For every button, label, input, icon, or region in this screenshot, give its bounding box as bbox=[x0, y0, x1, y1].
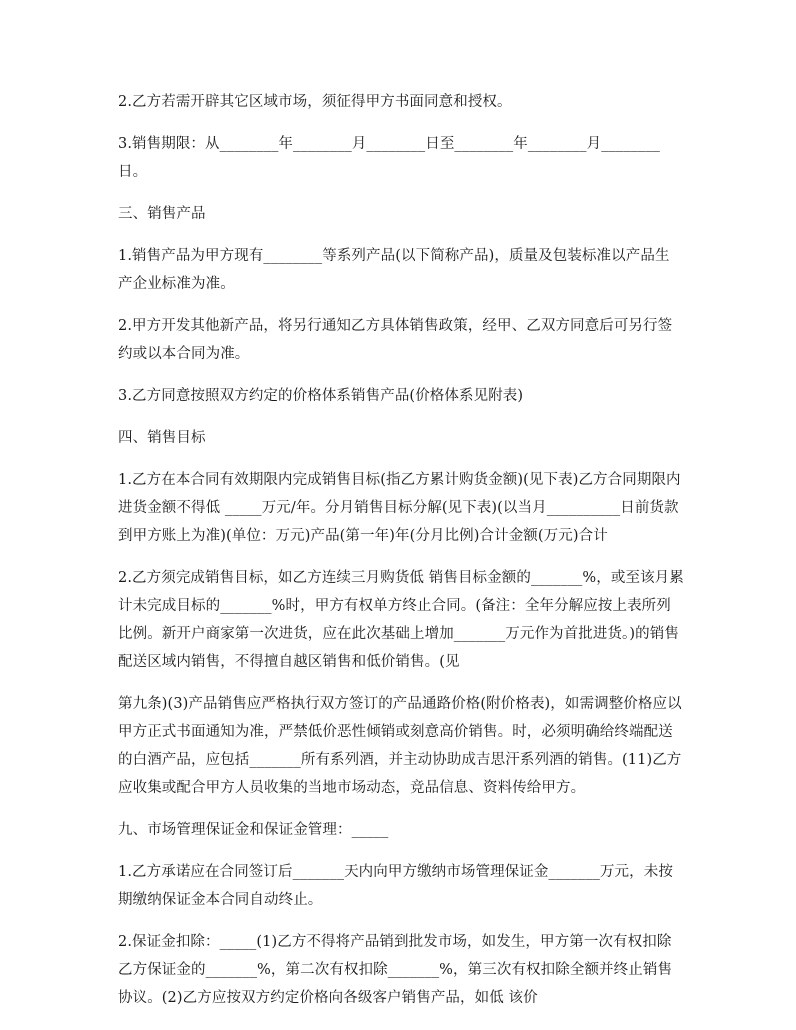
document-page bbox=[118, 88, 684, 1026]
section-heading-4: 四、销售目标 bbox=[118, 430, 206, 446]
section-heading-9: 九、市场管理保证金和保证金管理：_____ bbox=[118, 822, 389, 838]
paragraph-4: 1.销售产品为甲方现有________等系列产品(以下简称产品)，质量及包装标准以产品生产企业标准为准。 bbox=[118, 248, 670, 292]
section-heading-3: 三、销售产品 bbox=[118, 206, 206, 222]
paragraph-13: 2.保证金扣除：_____(1)乙方不得将产品销到批发市场，如发生，甲方第一次有权扣除乙方保证金的_______%，第二次有权扣除_______%，第三次有权扣除全额并终止销售协议。(2)乙方应按双方约定价格向各级客户销售产品，如低 该价 bbox=[118, 934, 673, 1006]
paragraph-5: 2.甲方开发其他新产品，将另行通知乙方具体销售政策，经甲、乙双方同意后可另行签约或以本合同为准。 bbox=[118, 318, 673, 362]
paragraph-2: 3.销售期限：从________年________月________日至________年________月________日。 bbox=[118, 136, 661, 180]
paragraph-10: 第九条)(3)产品销售应严格执行双方签订的产品通路价格(附价格表)，如需调整价格应以甲方正式书面通知为准，严禁低价恶性倾销或刻意高价销售。时，必须明确给终端配送的白酒产品，应包括_______所有系列酒，并主动协助成吉思汗系列酒的销售。(11)乙方应收集或配合甲方人员收集的当地市场动态，竞品信息、资料传给甲方。 bbox=[118, 696, 682, 796]
paragraph-8: 1.乙方在本合同有效期限内完成销售目标(指乙方累计购货金额)(见下表)乙方合同期限内进货金额不得低 _____万元/年。分月销售目标分解(见下表)(以当月__________日前货款到甲方账上为准)(单位：万元)产品(第一年)年(分月比例)合计金额(万元)合计 bbox=[118, 472, 681, 544]
paragraph-9: 2.乙方须完成销售目标，如乙方连续三月购货低 销售目标金额的_______%，或至该月累计未完成目标的_______%时，甲方有权单方终止合同。(备注：全年分解应按上表所列比例。新开户商家第一次进货，应在此次基础上增加_______万元作为首批进货。)的销售配送区域内销售，不得擅自越区销售和低价销售。(见 bbox=[118, 570, 684, 670]
paragraph-12: 1.乙方承诺应在合同签订后_______天内向甲方缴纳市场管理保证金_______万元，未按期缴纳保证金本合同自动终止。 bbox=[118, 864, 673, 908]
paragraph-6: 3.乙方同意按照双方约定的价格体系销售产品(价格体系见附表) bbox=[118, 388, 524, 404]
paragraph-1: 2.乙方若需开辟其它区域市场，须征得甲方书面同意和授权。 bbox=[118, 94, 512, 110]
